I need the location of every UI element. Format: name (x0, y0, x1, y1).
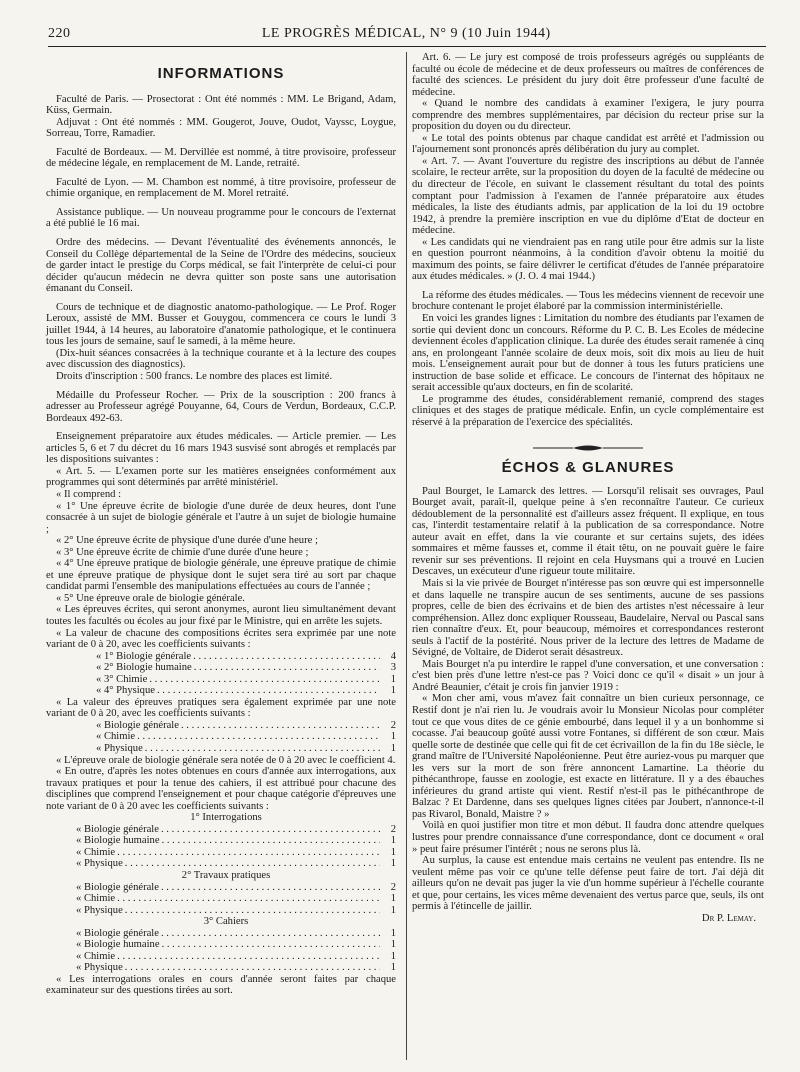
column-divider (406, 52, 407, 1060)
paragraph-art5: « Art. 5. — L'examen porte sur les matières enseignées conformément aux programmes qui sont déterminés par arrêté ministériel. (46, 465, 396, 489)
coefficient-list-written (46, 651, 396, 697)
list-item: « Physique . . . 1 (96, 743, 396, 755)
list-item: « Physique . . . 1 (76, 962, 396, 974)
paragraph-en-outre: « En outre, d'après les notes obtenues en cours d'année aux interrogations, aux travaux pratiques et pour la tenue des cahiers, il est attribué pour chacune des disciplines que comprend l'enseignement et pour chaque catégorie d'épreuves une note variant de 0 à 20 avec les coefficients suivants : (46, 766, 396, 812)
paragraph-epreuve-3: « 3° Une épreuve écrite de chimie d'une durée d'une heure ; (56, 546, 309, 558)
paragraph-bourget-2: Mais si la vie privée de Bourget n'intéresse pas son œuvre qui est impersonnelle et dans laquelle ne transpire aucun de ses sentiments, aucune de ses passions propres, celle de bien des écrivains et de bien des artistes n'est nécessaire à leur compréhension. Allez donc expliquer Rousseau, Baudelaire, Nerval ou Pascal sans rien connaître d'eux. Et, pour beaucoup, mémoires et correspondances resteront seuls à l'actif de la postérité. Nous priver de la lecture des lettres de Madame de Sévigné, de Voltaire, de Diderot serait désastreux. (412, 577, 764, 659)
paragraph-assistance-publique: Assistance publique. — Un nouveau programme pour le concours de l'externat a été publié le 16 mai. (46, 206, 396, 230)
paragraph-reforme-programme: Le programme des études, considérablement remanié, comprend des stages cliniques et des stages de pratique médicale. Enfin, un cycle complémentaire est réservé à la préparation de l'exercice des spécialités. (412, 393, 764, 428)
list-item: « Biologie humaine . . . 1 (76, 939, 396, 951)
paragraph-valeur-pratiques: « La valeur des épreuves pratiques sera également exprimée par une note variant de 0 à 20, avec les coefficients suivants : (46, 696, 396, 720)
list-item: « Chimie . . . 1 (76, 847, 396, 859)
paragraph-valeur-compositions: « La valeur de chacune des compositions écrites sera exprimée par une note variant de 0 à 20, avec les coefficients suivants : (46, 627, 396, 651)
coefficient-list-interrogations (46, 824, 396, 870)
subheading-interrogations: 1° Interrogations (190, 812, 262, 824)
author-signature: Dr P. Lemay. (701, 912, 756, 924)
list-item: « Physique . . . 1 (76, 858, 396, 870)
list-item: « 1° Biologie générale . . . 4 (96, 651, 396, 663)
subheading-cahiers: 3° Cahiers (203, 916, 249, 928)
paragraph-epreuve-1: « 1° Une épreuve écrite de biologie d'une durée de deux heures, dont l'une consacrée à un sujet de biologie générale et l'autre à un sujet de biologie humaine ; (46, 500, 396, 535)
paragraph-bourget-3: Mais Bourget n'a pu interdire le rappel d'une conversation, et une conversation : c'est bien près d'une lettre n'est-ce pas ? Voici donc ce qu'il « disait » un jour à André Beaunier, c'était je crois fin janvier 1919 : (412, 658, 764, 693)
paragraph-faculte-paris: Faculté de Paris. — Prosectorat : Ont été nommés : MM. Le Brigand, Adam, Küss, Germain. (46, 93, 396, 117)
paragraph-cours-technique: Cours de technique et de diagnostic anatomo-pathologique. — Le Prof. Roger Leroux, assisté de MM. Busser et Gouygou, commencera ce cours le lundi 3 juillet 1944, à 14 heures, au laboratoire d'anatomie pathologique, et le continuera tous les jours de semaine, sauf le samedi, à la même heure. (46, 301, 396, 348)
paragraph-faculte-lyon: Faculté de Lyon. — M. Chambon est nommé, à titre provisoire, professeur de chimie organique, en remplacement de M. Morel retraité. (46, 176, 396, 200)
list-item: « Chimie . . . 1 (76, 951, 396, 963)
paragraph-bourget-6: Au surplus, la cause est entendue mais certains ne veulent pas entendre. Ils ne veulent même pas voir ce qu'une telle défense peut faire de tort. J'ai déjà dit ailleurs qu'on ne devait pas juger la vie d'un homme supérieur à l'échelle courante et que, pour certains, les vices même devenaient des vertus parce que, seuls, ils ont permis à l'étincelle de jaillir. (412, 855, 764, 913)
left-column (46, 52, 396, 997)
paragraph-il-comprend: « Il comprend : (56, 488, 122, 500)
paragraph-cours-droits: Droits d'inscription : 500 francs. Le nombre des places est limité. (56, 371, 333, 383)
list-item: « 3° Chimie . . . 1 (96, 674, 396, 686)
paragraph-epreuves-ecrites: « Les épreuves écrites, qui seront anonymes, auront lieu simultanément devant toutes les facultés ou écoles au jour fixé par le Ministre, qui en arrête les sujets. (46, 604, 396, 627)
paragraph-epreuve-4: « 4° Une épreuve pratique de biologie générale, une épreuve pratique de chimie et une épreuve pratique de physique dont le sujet sera tiré au sort par chaque candidat parmi l'ensemble des manipulations effectuées au cours de l'année ; (46, 558, 396, 593)
list-item: « 4° Physique . . . 1 (96, 685, 396, 697)
paragraph-epreuve-5: « 5° Une épreuve orale de biologie générale. (56, 592, 245, 604)
running-header (48, 26, 766, 44)
page-number: 220 (48, 26, 71, 41)
header-rule (48, 46, 766, 47)
paragraph-adjuvat: Adjuvat : Ont été nommés : MM. Gougerot, Jouve, Oudot, Vayssc, Loygue, Sorreau, Torre, Ramadier. (46, 116, 396, 140)
paragraph-epreuve-2: « 2° Une épreuve écrite de physique d'une durée d'une heure ; (56, 535, 318, 547)
list-item: « 2° Biologie humaine . . . 3 (96, 662, 396, 674)
journal-title: LE PROGRÈS MÉDICAL, N° 9 (10 Juin 1944) (261, 26, 551, 41)
paragraph-epreuve-orale: « L'épreuve orale de biologie générale sera notée de 0 à 20 avec le coefficient 4. (56, 754, 396, 766)
paragraph-reforme-lignes: En voici les grandes lignes : Limitation du nombre des étudiants par l'examen de sortie qui devient donc un concours. Réforme du P. C. B. Les Ecoles de médecine deviennent écoles d'application clinique. La durée des études serait ramenée à cinq ans, en prolongeant l'année scolaire de deux mois, soit dix mois au lieu de huit mois. L'enseignement aurait pour but de donner à tous les futurs praticiens une instruction de base solide et efficace. Le concours de l'internat des hôpitaux ne serait accessible qu'aux docteurs, en fin de scolarité. (412, 313, 764, 394)
right-column (412, 52, 764, 924)
ornament-divider (412, 443, 764, 457)
paragraph-art7-candidats: « Les candidats qui ne viendraient pas en rang utile pour être admis sur la liste en question pourront néanmoins, à la condition d'avoir obtenu la moitié du maximum des points, se faire délivrer le certificat d'études de l'année préparatoire aux études médicales. » (J. O. 4 mai 1944.) (412, 236, 764, 283)
section-title-informations: INFORMATIONS (157, 65, 285, 82)
paragraph-art6: Art. 6. — Le jury est composé de trois professeurs agrégés ou suppléants de faculté ou école de médecine et de deux professeurs ou maîtres de conférences de faculté des sciences. Le président du jury doit être professeur d'une faculté de médecine. (412, 52, 764, 98)
paragraph-bourget-5: Voilà en quoi justifier mon titre et mon début. Il faudra donc attendre quelques lustres pour prendre connaissance d'une correspondance, dont ce document « oral » peut faire présumer l'intérêt ; nous ne serons plus là. (412, 820, 764, 855)
paragraph-enseignement-intro: Enseignement préparatoire aux études médicales. — Article premier. — Les articles 5, 6 et 7 du décret du 16 mars 1943 susvisé sont abrogés et remplacés par les dispositions suivantes : (46, 431, 396, 466)
paragraph-art6-total: « Le total des points obtenus par chaque candidat est arrêté et l'admission ou l'ajournement sont prononcés après délibération du jury au complet. (412, 132, 764, 156)
paragraph-bourget-letter: « Mon cher ami, vous m'avez fait connaître un bien curieux personnage, ce Restif dont je n'ai rien lu. Je voudrais avoir lu Monsieur Nicolas pour compléter tout ce que vous dites de ce génie embourbé, dans lequel il y a un bonhomme si cocasse. J'ai beaucoup goûté aussi votre Fontanes, si différent de son cœur. Mais quelle sorte de destinée que celle qui fit de cet écrivaillon de la fin du 18e siècle, le grand maître de l'Université Napoléonienne. Peut être auriez-vous pu marquer que les vers sur la mort de son frère annoncent Lamartine. La théorie du pithécanthrope, fausse en zoologie, est exacte en littérature. Il y a des ébauches inférieures du grand artiste qui vient. Restif n'est-il pas le pithécanthrope de Balzac ? Et Dardenne, dans ses quelques lignes citées par Joubert, n'annonce-t-il pas Rivarol, Bonald, Maistre ? » (412, 693, 764, 820)
list-item: « Physique . . . 1 (76, 905, 396, 917)
list-item: « Biologie humaine . . . 1 (76, 835, 396, 847)
ornament-icon (533, 443, 643, 453)
subheading-travaux-pratiques: 2° Travaux pratiques (181, 870, 271, 881)
list-item: « Chimie . . . 1 (76, 893, 396, 905)
list-item: « Chimie . . . 1 (96, 731, 396, 743)
paragraph-interrogations-orales: « Les interrogations orales en cours d'année seront faites par chaque examinateur sur des questions tirées au sort. (46, 973, 396, 997)
list-item: « Biologie générale . . . 2 (76, 882, 396, 894)
paragraph-art7: « Art. 7. — Avant l'ouverture du registre des inscriptions au début de l'année scolaire, le recteur arrête, sur la proposition du doyen de la faculté de médecine ou du directeur de l'école, en suivant le classement résultant du total des points comptant pour l'admission à l'examen de l'année préparatoire aux études médicales, la liste des étudiants admis, par application de la loi du 19 octobre 1942, à prendre la première inscription en vue du diplôme d'Etat de docteur en médecine. (412, 155, 764, 237)
paragraph-faculte-bordeaux: Faculté de Bordeaux. — M. Dervillée est nommé, à titre provisoire, professeur de médecine légale, en remplacement de M. Lande, retraité. (46, 146, 396, 170)
list-item: « Biologie générale . . . 2 (76, 824, 396, 836)
coefficient-list-travaux (46, 882, 396, 917)
paragraph-art6-jury: « Quand le nombre des candidats à examiner l'exigera, le jury pourra comprendre des membres supplémentaires, par décision du recteur prise sur la proposition du doyen ou du directeur. (412, 98, 764, 133)
list-item: « Biologie générale . . . 2 (96, 720, 396, 732)
paragraph-medaille-rocher: Médaille du Professeur Rocher. — Prix de la souscription : 200 francs à adresser au Professeur agrégé Pouyanne, 64, Cours de Verdun, Bordeaux, C.C.P. Bordeaux 492-63. (46, 389, 396, 424)
paragraph-ordre-medecins: Ordre des médecins. — Devant l'éventualité des événements annoncés, le Conseil du Collège départemental de la Seine de l'Ordre des médecins, soucieux de garder intact le prestige du Corps médical, se fait l'interprète de celui-ci pour décider qu'aucun médecin ne devra quitter son poste sans une autorisation émanant du Conseil. (46, 237, 396, 295)
paragraph-reforme-intro: La réforme des études médicales. — Tous les médecins viennent de recevoir une brochure contenant le projet élaboré par la commission interministérielle. (412, 289, 764, 313)
paragraph-bourget-1: Paul Bourget, le Lamarck des lettres. — Lorsqu'il relisait ses ouvrages, Paul Bourget avait, paraît-il, quelque peine à s'en reconnaître l'auteur. Ce curieux dédoublement de la personnalité est d'ailleurs assez fréquent. Il explique, en tous cas, l'interdit testamentaire relatif à la publication de sa correspondance. Notre auteur avait en effet, dans la vie courante et sur certains sujets, des idées sommaires et même fausses et, comme il était têtu, on ne pouvait guère le faire revenir sur ses préventions. Il rejoint en cela Huysmans qui a trouvé en Lucien Descaves, un exécuteur d'une rigueur toute militaire. (412, 485, 764, 578)
list-item: « Biologie générale . . . 1 (76, 928, 396, 940)
coefficient-list-practical (46, 720, 396, 755)
coefficient-list-cahiers (46, 928, 396, 974)
section-title-echos: ÉCHOS & GLANURES (501, 459, 675, 477)
paragraph-cours-seances: (Dix-huit séances consacrées à la technique courante et à la lecture des coupes avec discussion des diagnostics). (46, 347, 396, 371)
